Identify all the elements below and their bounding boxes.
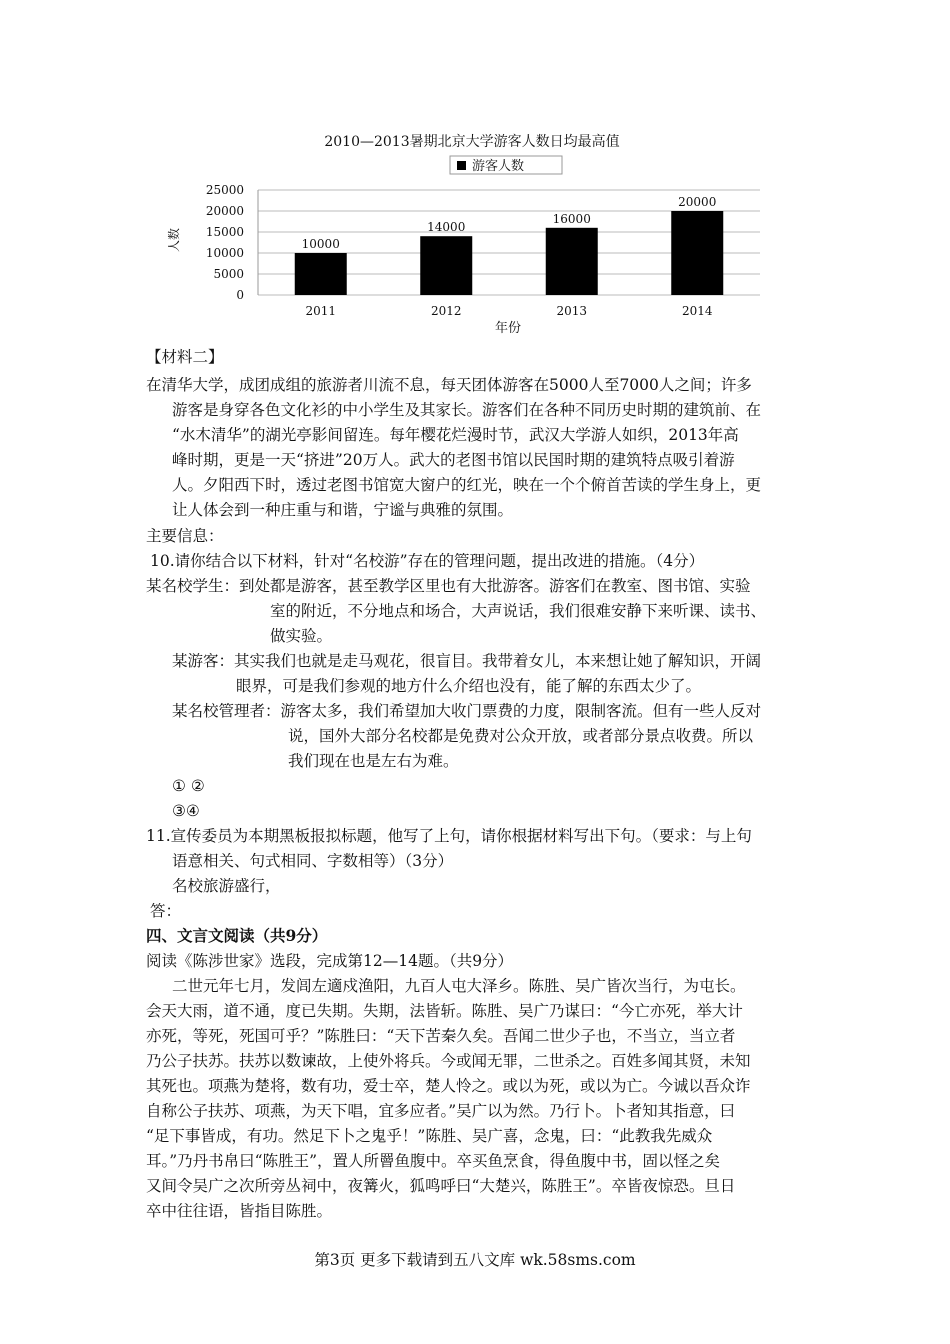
passage-line-10: 卒中往往语，皆指目陈胜。 <box>146 1202 333 1220</box>
passage-line-3: 亦死，等死，死国可乎？”陈胜曰：“天下苦秦久矣。吾闻二世少子也，不当立，当立者 <box>146 1027 736 1045</box>
passage-line-4: 乃公子扶苏。扶苏以数谏故，上使外将兵。今或闻无罪，二世杀之。百姓多闻其贤，未知 <box>146 1052 751 1070</box>
chart-bar <box>671 211 723 295</box>
chart-y-tick-label: 0 <box>236 288 244 302</box>
material2-line-2: 游客是身穿各色文化衫的中小学生及其家长。游客们在各种不同历史时期的建筑前、在 <box>172 401 762 419</box>
q10-answer-line-2: ③④ <box>172 802 200 820</box>
chart-data-label: 14000 <box>427 220 466 235</box>
material2-line-6: 让人体会到一种庄重与和谐，宁谧与典雅的氛围。 <box>172 501 514 519</box>
chart-legend-swatch <box>457 161 466 170</box>
q11-upper-sentence: 名校旅游盛行， <box>172 877 281 895</box>
q10-manager-line-2: 说，国外大部分名校都是免费对公众开放，或者部分景点收费。所以 <box>288 727 754 745</box>
chart-y-label: 人数 <box>167 227 181 253</box>
material2-line-4: 峰时期，更是一天“挤进”20万人。武大的老图书馆以民国时期的建筑特点吸引着游 <box>172 451 735 469</box>
chart-legend-label: 游客人数 <box>472 159 525 174</box>
chart-bar <box>546 228 598 295</box>
q10-manager-line-1: 某名校管理者：游客太多，我们希望加大收门票费的力度，限制客流。但有一些人反对 <box>172 702 762 720</box>
chart-data-label: 20000 <box>678 195 717 209</box>
q10-manager-line-3: 我们现在也是左右为难。 <box>288 752 459 770</box>
material2-heading: 【材料二】 <box>146 348 224 366</box>
q10-student-line-2: 室的附近，不分地点和场合，大声说话，我们很难安静下来听课、读书、 <box>270 602 767 620</box>
section4-intro: 阅读《陈涉世家》选段，完成第12—14题。（共9分） <box>146 952 514 970</box>
chart-x-ticks <box>305 304 712 318</box>
q10-tourist-line-1: 某游客：其实我们也就是走马观花，很盲目。我带着女儿，本来想让她了解知识，开阔 <box>172 652 762 670</box>
page-footer: 第3页 更多下载请到五八文库 wk.58sms.com <box>314 1251 636 1269</box>
q10-prompt: 10.请你结合以下材料，针对“名校游”存在的管理问题，提出改进的措施。（4分） <box>150 552 705 570</box>
chart-x-tick-label: 2012 <box>430 304 462 318</box>
q11-answer-label: 答： <box>150 902 182 920</box>
chart-y-tick-label: 10000 <box>205 246 244 260</box>
chart-legend <box>450 156 562 174</box>
chart-x-tick-label: 2014 <box>681 304 713 318</box>
passage-line-8: 耳。”乃丹书帛曰“陈胜王”，置人所罾鱼腹中。卒买鱼烹食，得鱼腹中书，固以怪之矣 <box>146 1152 721 1170</box>
chart-bar <box>420 236 472 295</box>
material2-line-1: 在清华大学，成团成组的旅游者川流不息，每天团体游客在5000人至7000人之间；许多 <box>146 376 752 394</box>
bar-chart <box>150 130 790 345</box>
q10-student-line-1: 某名校学生：到处都是游客，甚至教学区里也有大批游客。游客们在教室、图书馆、实验 <box>146 577 751 595</box>
q11-line-2: 语意相关、句式相同、字数相等）（3分） <box>172 852 454 870</box>
passage-line-5: 其死也。项燕为楚将，数有功，爱士卒，楚人怜之。或以为死，或以为亡。今诚以吾众诈 <box>146 1077 751 1095</box>
chart-data-label: 10000 <box>301 237 340 251</box>
passage-line-6: 自称公子扶苏、项燕，为天下唱，宜多应者。”吴广以为然。乃行卜。卜者知其指意，曰 <box>146 1102 736 1120</box>
passage-line-2: 会天大雨，道不通，度已失期。失期，法皆斩。陈胜、吴广乃谋曰：“今亡亦死，举大计 <box>146 1002 743 1020</box>
chart-y-tick-label: 25000 <box>205 183 244 197</box>
chart-x-tick-label: 2013 <box>556 304 588 318</box>
chart-data-label: 16000 <box>552 211 591 226</box>
section4-heading: 四、文言文阅读（共9分） <box>146 926 328 945</box>
chart-y-tick-label: 15000 <box>205 225 244 239</box>
passage-line-1: 二世元年七月，发闾左適戍渔阳，九百人屯大泽乡。陈胜、吴广皆次当行，为屯长。 <box>172 977 746 995</box>
chart-y-tick-label: 5000 <box>213 267 244 281</box>
q10-answer-line-1: ① ② <box>172 777 205 795</box>
passage-line-9: 又间令吴广之次所旁丛祠中，夜篝火，狐鸣呼曰“大楚兴，陈胜王”。卒皆夜惊恐。旦日 <box>146 1177 736 1195</box>
chart-bars <box>295 195 724 295</box>
chart-x-label: 年份 <box>494 321 522 336</box>
chart-y-tick-label: 20000 <box>205 204 244 218</box>
q10-tourist-line-2: 眼界，可是我们参观的地方什么介绍也没有，能了解的东西太少了。 <box>236 677 702 695</box>
chart-title: 2010—2013暑期北京大学游客人数日均最高值 <box>324 134 620 150</box>
q11-line-1: 11.宣传委员为本期黑板报拟标题，他写了上句，请你根据材料写出下句。（要求：与上句 <box>146 827 752 845</box>
chart-x-tick-label: 2011 <box>305 304 337 318</box>
q10-student-line-3: 做实验。 <box>270 627 333 645</box>
chart-y-ticks <box>206 183 244 302</box>
material2-line-5: 人。夕阳西下时，透过老图书馆宽大窗户的红光，映在一个个俯首苦读的学生身上，更 <box>172 476 762 494</box>
main-info-label: 主要信息： <box>146 527 224 545</box>
material2-line-3: “水木清华”的湖光亭影间留连。每年樱花烂漫时节，武汉大学游人如织，2013年高 <box>172 426 739 444</box>
passage-line-7: “足下事皆成，有功。然足下卜之鬼乎！”陈胜、吴广喜，念鬼，曰：“此教我先威众 <box>146 1127 713 1145</box>
chart-bar <box>295 253 347 295</box>
